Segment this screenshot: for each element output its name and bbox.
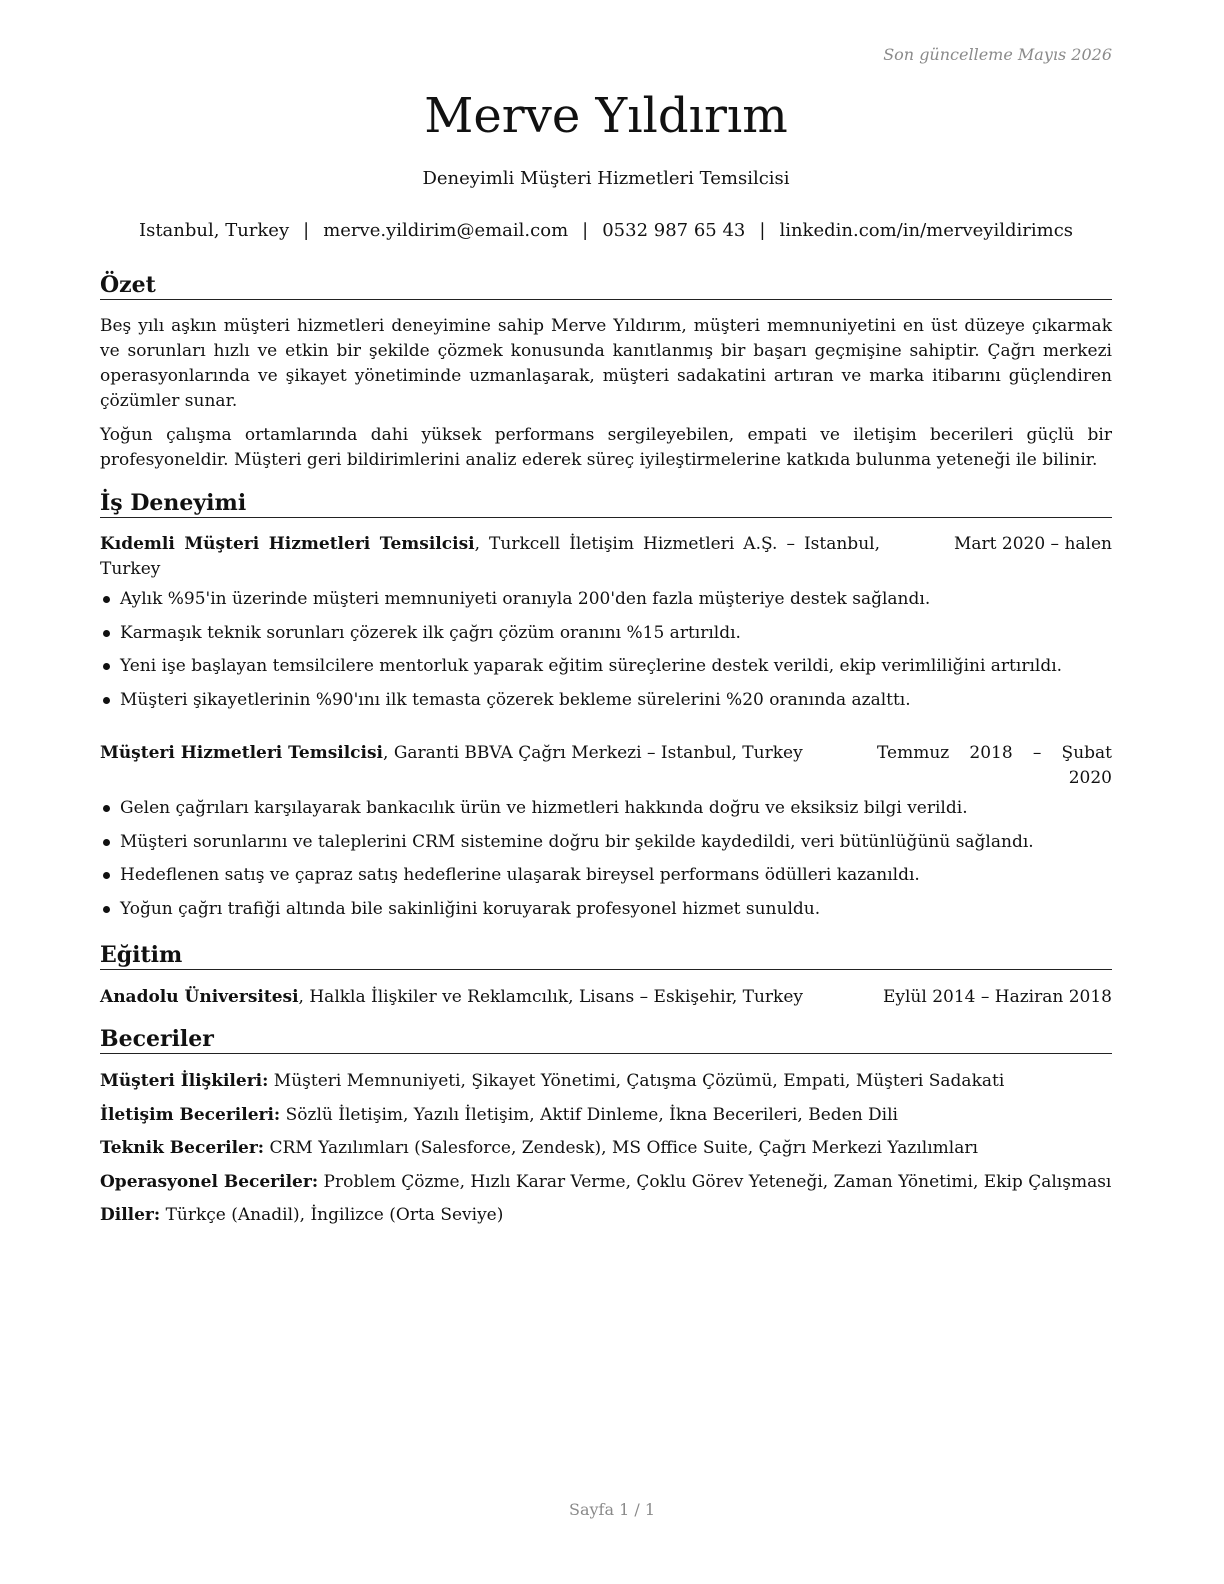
- job-2-role: Müşteri Hizmetleri Temsilcisi: [100, 743, 384, 763]
- skill-row: [100, 1203, 1112, 1237]
- skills-heading: Beceriler: [100, 1025, 1112, 1054]
- job-1-role: Kıdemli Müşteri Hizmetleri Temsilcisi: [100, 534, 475, 554]
- job-2-company: , Garanti BBVA Çağrı Merkezi – Istanbul, Turkey: [383, 743, 803, 763]
- job-1-company: , Turkcell İletişim Hizmetleri A.Ş. – Istanbul, Turkey: [100, 534, 880, 579]
- list-item: Hedeflenen satış ve çapraz satış hedeflerine ulaşarak bireysel performans ödülleri kazanıldı.: [100, 863, 1112, 897]
- contact-line: [100, 219, 1112, 243]
- skills-list: [100, 1069, 1112, 1237]
- list-item: Karmaşık teknik sorunları çözerek ilk çağrı çözüm oranını %15 artırıldı.: [100, 621, 1112, 655]
- summary-heading: Özet: [100, 271, 1112, 300]
- contact-separator: |: [759, 220, 766, 241]
- job-1-title-line: [100, 532, 880, 582]
- skill-label: Teknik Beceriler:: [100, 1138, 265, 1158]
- list-item: Aylık %95'in üzerinde müşteri memnuniyeti oranıyla 200'den fazla müşteriye destek sağlandı.: [100, 587, 1112, 621]
- candidate-name: Merve Yıldırım: [424, 88, 788, 144]
- job-1-dates: Mart 2020 – halen: [953, 534, 1112, 554]
- education-line: [100, 985, 860, 1010]
- skill-value: Müşteri Memnuniyeti, Şikayet Yönetimi, Çatışma Çözümü, Empati, Müşteri Sadakati: [268, 1071, 1005, 1091]
- experience-heading: İş Deneyimi: [100, 489, 1112, 518]
- contact-separator: |: [582, 220, 589, 241]
- skill-label: İletişim Becerileri:: [100, 1104, 281, 1125]
- skill-value: Sözlü İletişim, Yazılı İletişim, Aktif Dinleme, İkna Becerileri, Beden Dili: [280, 1104, 898, 1125]
- skill-row: [100, 1103, 1112, 1137]
- list-item: Müşteri şikayetlerinin %90'ını ilk temasta çözerek bekleme sürelerini %20 oranında azalttı.: [100, 688, 1112, 722]
- skill-value: Türkçe (Anadil), İngilizce (Orta Seviye): [160, 1205, 504, 1225]
- last-updated: Son güncelleme Mayıs 2026: [883, 45, 1112, 64]
- education-dates: Eylül 2014 – Haziran 2018: [882, 987, 1112, 1007]
- job-2-bullets: [100, 796, 1112, 930]
- job-1-bullets: [100, 587, 1112, 721]
- education-details: , Halkla İlişkiler ve Reklamcılık, Lisans – Eskişehir, Turkey: [298, 987, 804, 1007]
- skill-label: Müşteri İlişkileri:: [100, 1071, 269, 1091]
- contact-location: Istanbul, Turkey: [138, 220, 290, 241]
- summary-paragraph-2: Yoğun çalışma ortamlarında dahi yüksek performans sergileyebilen, empati ve iletişim becerileri güçlü bir profesyoneldir. Müşteri geri bildirimlerini analiz ederek süreç iyileştirmelerine katkıda bulunma yeteneği ile bilinir.: [100, 425, 1112, 470]
- page-number: Sayfa 1 / 1: [568, 1500, 655, 1519]
- job-2-dates: Temmuz 2018 – Şubat 2020: [877, 743, 1112, 788]
- contact-linkedin[interactable]: linkedin.com/in/merveyildirimcs: [779, 220, 1074, 241]
- education-school: Anadolu Üniversitesi: [100, 987, 299, 1007]
- skill-label: Operasyonel Beceriler:: [100, 1171, 319, 1192]
- contact-separator: |: [303, 220, 310, 241]
- skill-value: CRM Yazılımları (Salesforce, Zendesk), MS Office Suite, Çağrı Merkezi Yazılımları: [264, 1138, 978, 1158]
- list-item: Yeni işe başlayan temsilcilere mentorluk yaparak eğitim süreçlerine destek verildi, ekip verimliliğini artırıldı.: [100, 654, 1112, 688]
- skill-row: [100, 1136, 1112, 1170]
- contact-phone: 0532 987 65 43: [602, 220, 746, 241]
- skill-row: [100, 1170, 1112, 1204]
- list-item: Müşteri sorunlarını ve taleplerini CRM sistemine doğru bir şekilde kaydedildi, veri bütünlüğünü sağlandı.: [100, 830, 1112, 864]
- skill-value: Problem Çözme, Hızlı Karar Verme, Çoklu Görev Yeteneği, Zaman Yönetimi, Ekip Çalışması: [318, 1171, 1112, 1192]
- skill-label: Diller:: [100, 1205, 161, 1225]
- education-heading: Eğitim: [100, 941, 1112, 970]
- contact-email[interactable]: merve.yildirim@email.com: [323, 220, 569, 241]
- summary-paragraph-1: Beş yılı aşkın müşteri hizmetleri deneyimine sahip Merve Yıldırım, müşteri memnuniyetini en üst düzeye çıkarmak ve sorunları hızlı ve etkin bir şekilde çözmek konusunda kanıtlanmış bir başarı geçmişine sahiptir. Çağrı merkezi operasyonlarında ve şikayet yönetiminde uzmanlaşarak, müşteri sadakatini artıran ve marka itibarını güçlendiren çözümler sunar.: [100, 316, 1112, 411]
- skill-row: [100, 1069, 1112, 1103]
- list-item: Yoğun çağrı trafiği altında bile sakinliğini koruyarak profesyonel hizmet sunuldu.: [100, 897, 1112, 931]
- candidate-title: Deneyimli Müşteri Hizmetleri Temsilcisi: [422, 168, 790, 189]
- job-2-title-line: [100, 741, 860, 766]
- list-item: Gelen çağrıları karşılayarak bankacılık ürün ve hizmetleri hakkında doğru ve eksiksiz bilgi verildi.: [100, 796, 1112, 830]
